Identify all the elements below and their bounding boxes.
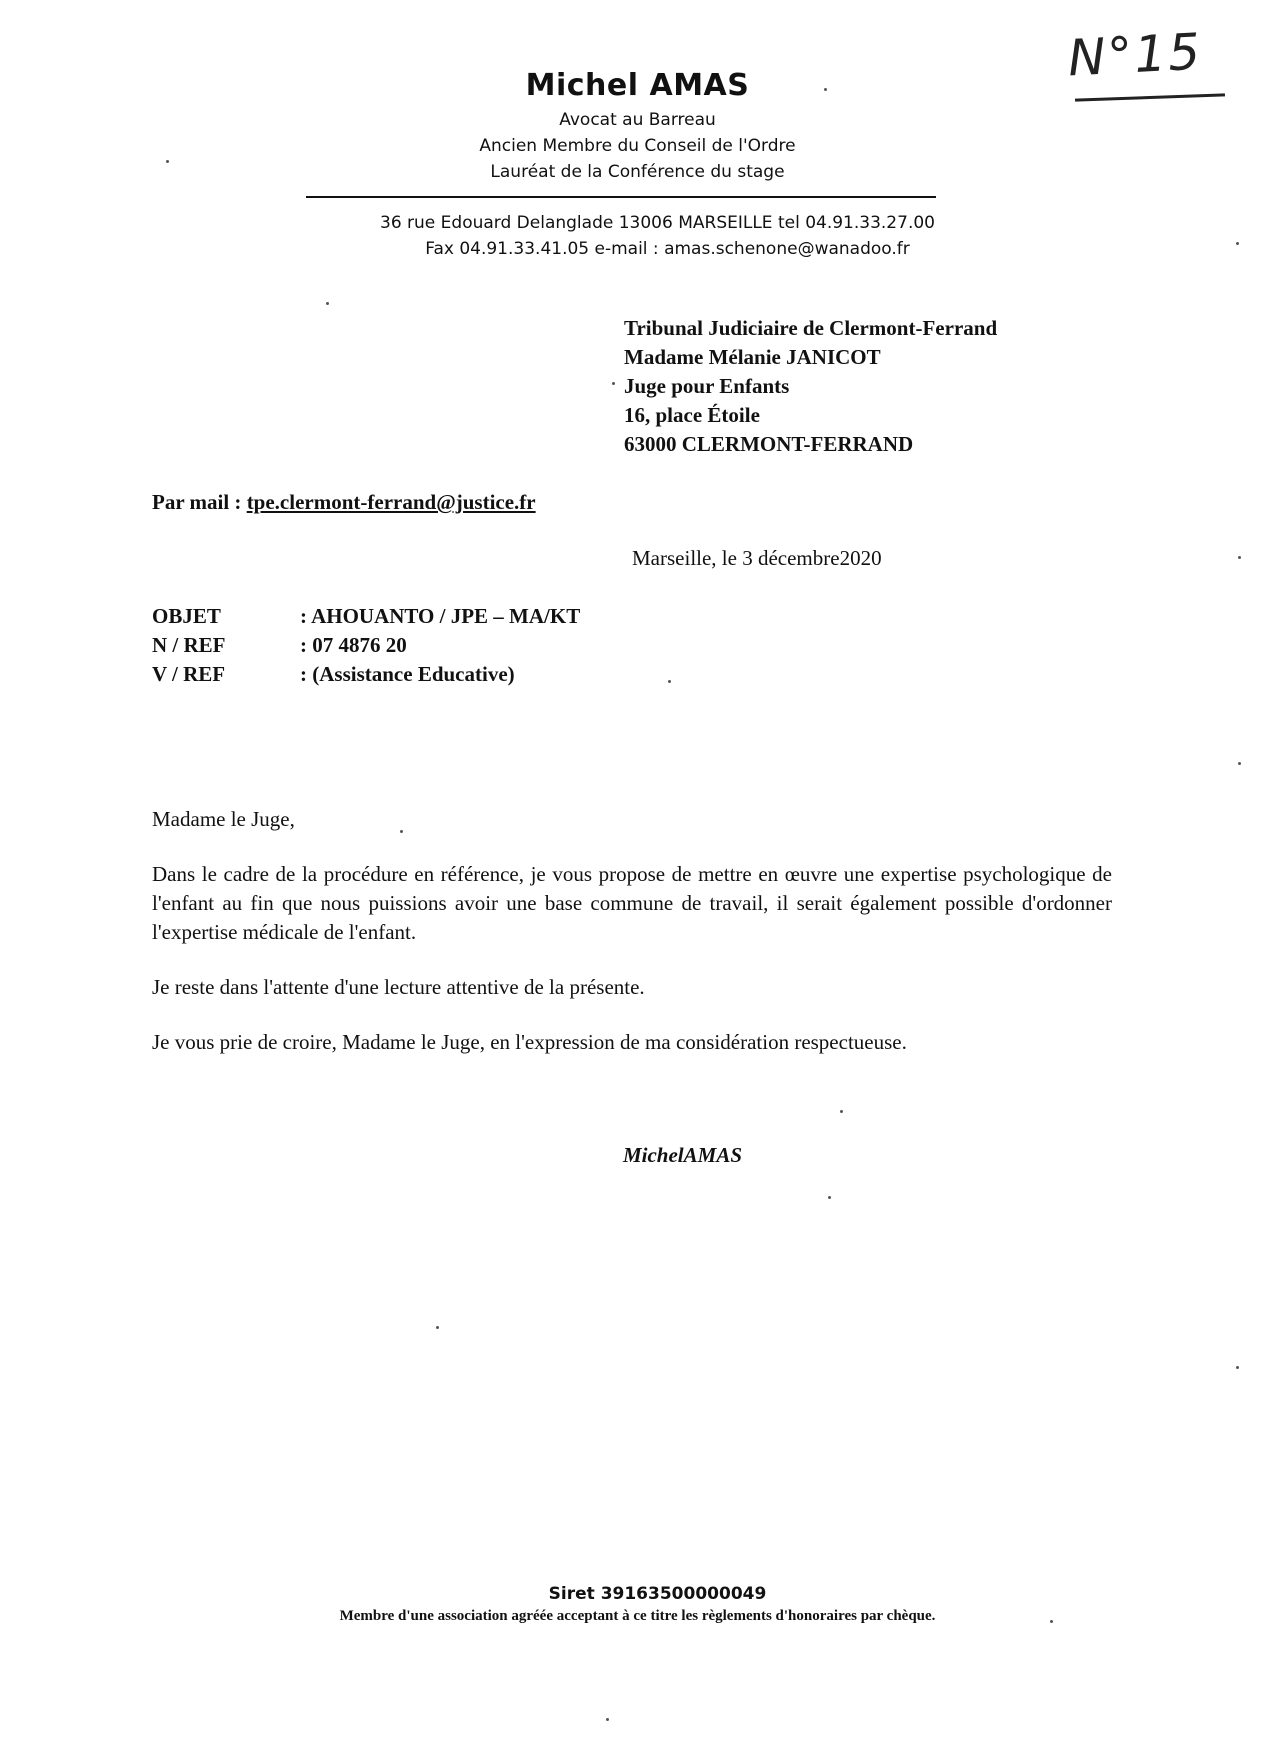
scan-speck <box>326 302 329 305</box>
letterhead <box>0 68 1275 185</box>
reference-value: : AHOUANTO / JPE – MA/KT <box>300 604 581 628</box>
sender-contact <box>0 210 1275 262</box>
scan-speck <box>1050 1620 1053 1623</box>
scan-speck <box>436 1326 439 1329</box>
recipient-city: 63000 CLERMONT-FERRAND <box>624 432 914 456</box>
scan-speck <box>840 1110 843 1113</box>
reference-label: OBJET <box>152 604 221 628</box>
sender-title-1: Avocat au Barreau <box>559 110 716 130</box>
scan-speck <box>1236 1366 1239 1369</box>
reference-row-object <box>152 602 580 631</box>
letter-body <box>152 805 1112 1057</box>
scan-speck <box>400 830 403 833</box>
scan-speck <box>612 382 615 385</box>
footer <box>0 1584 1275 1625</box>
salutation: Madame le Juge, <box>152 807 295 831</box>
body-paragraph-2: Je reste dans l'attente d'une lecture attentive de la présente. <box>152 975 645 999</box>
recipient-court: Tribunal Judiciaire de Clermont-Ferrand <box>624 316 998 340</box>
recipient-block <box>624 314 997 459</box>
scan-speck <box>606 1718 609 1721</box>
scan-speck <box>166 160 169 163</box>
reference-row-your-ref <box>152 660 580 689</box>
scan-speck <box>824 88 827 91</box>
reference-value: : 07 4876 20 <box>300 633 407 657</box>
reference-block <box>152 602 580 689</box>
recipient-email-link[interactable]: tpe.clermont-ferrand@justice.fr <box>246 490 536 514</box>
sender-title-3: Lauréat de la Conférence du stage <box>490 162 785 182</box>
letterhead-divider <box>306 196 936 198</box>
scan-speck <box>1238 556 1241 559</box>
reference-value: : (Assistance Educative) <box>300 662 515 686</box>
letter-date: Marseille, le 3 décembre2020 <box>632 546 882 570</box>
sender-name: Michel AMAS <box>525 68 750 103</box>
delivery-label: Par mail : <box>152 490 247 514</box>
sender-address-phone: 36 rue Edouard Delanglade 13006 MARSEILLE tel 04.91.33.27.00 <box>380 213 935 233</box>
signature: MichelAMAS <box>622 1143 743 1167</box>
reference-label: N / REF <box>152 633 226 657</box>
scan-speck <box>1236 242 1239 245</box>
recipient-name: Madame Mélanie JANICOT <box>624 345 881 369</box>
body-paragraph-3: Je vous prie de croire, Madame le Juge, en l'expression de ma considération respectueuse. <box>152 1030 907 1054</box>
scan-speck <box>668 680 671 683</box>
delivery-method <box>152 490 536 515</box>
body-paragraph-1: Dans le cadre de la procédure en référence, je vous propose de mettre en œuvre une expertise psychologique de l'enfant au fin que nous puissions avoir une base commune de travail, il serait également possible d'ordonner l'expertise médicale de l'enfant. <box>152 862 1112 944</box>
sender-title-2: Ancien Membre du Conseil de l'Ordre <box>479 136 796 156</box>
handwritten-document-number: N°15 <box>1066 22 1204 88</box>
reference-row-our-ref <box>152 631 580 660</box>
footer-note: Membre d'une association agréée acceptant à ce titre les règlements d'honoraires par chèque. <box>339 1608 936 1624</box>
recipient-street: 16, place Étoile <box>624 403 760 427</box>
scan-speck <box>1238 762 1241 765</box>
reference-label: V / REF <box>152 662 226 686</box>
recipient-role: Juge pour Enfants <box>624 374 790 398</box>
scan-speck <box>828 1196 831 1199</box>
footer-siret: Siret 39163500000049 <box>548 1584 767 1604</box>
sender-fax-email: Fax 04.91.33.41.05 e-mail : amas.schenone@wanadoo.fr <box>425 239 910 259</box>
